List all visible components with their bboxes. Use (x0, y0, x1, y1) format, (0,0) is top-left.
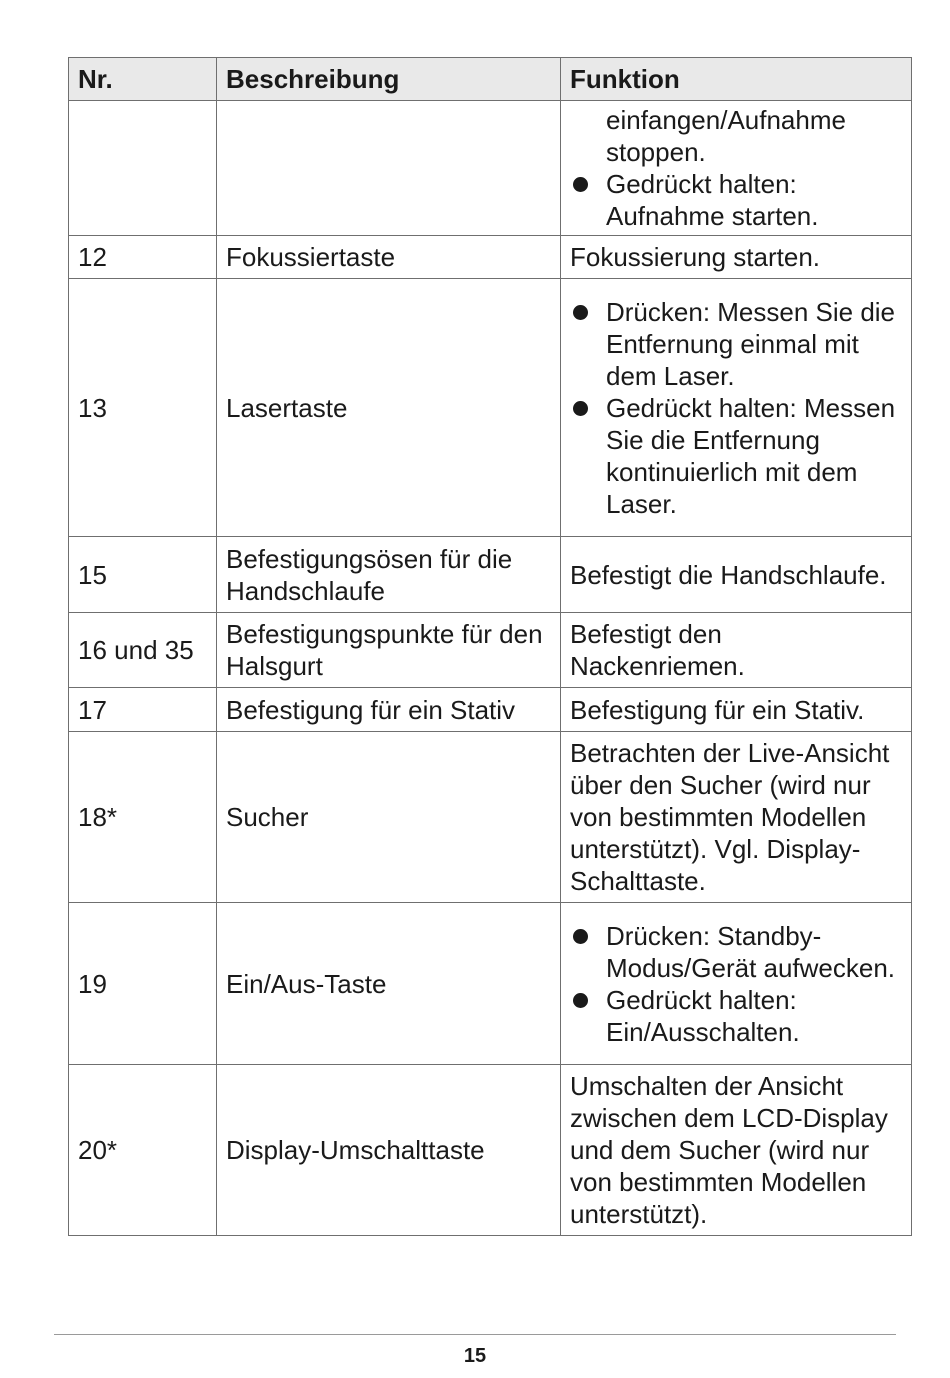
cell-desc: Befestigungsösen für die Handschlaufe (217, 537, 561, 613)
cell-nr: 12 (69, 236, 217, 279)
cell-func: Befestigung für ein Stativ. (561, 688, 912, 732)
list-item (570, 392, 902, 520)
function-table (68, 57, 912, 1236)
table-row (69, 537, 912, 613)
cell-desc: Display-Umschalttaste (217, 1065, 561, 1236)
bullet-continuation: einfangen/Aufnahme stoppen. (606, 105, 846, 167)
cell-desc (217, 101, 561, 236)
cell-desc: Befestigung für ein Stativ (217, 688, 561, 732)
list-item (570, 168, 902, 232)
bullet-text: Gedrückt halten: Ein/Ausschalten. (606, 984, 800, 1047)
list-item (570, 296, 902, 392)
table-row (69, 903, 912, 1065)
header-funktion: Funktion (561, 58, 912, 101)
cell-nr: 17 (69, 688, 217, 732)
cell-nr: 15 (69, 537, 217, 613)
cell-desc: Befestigungspunkte für den Halsgurt (217, 613, 561, 688)
cell-func: Befestigt die Handschlaufe. (561, 537, 912, 613)
table-row (69, 101, 912, 236)
bullet-text: Drücken: Standby-Modus/Gerät aufwecken. (606, 920, 896, 983)
page-number: 15 (463, 1345, 487, 1367)
list-item (570, 984, 902, 1048)
table-header-row (69, 58, 912, 101)
bullet-text: Drücken: Messen Sie die Entfernung einmal mit dem Laser. (606, 296, 896, 391)
cell-func: Umschalten der Ansicht zwischen dem LCD-Display und dem Sucher (wird nur von bestimmten Modellen unterstützt). (561, 1065, 912, 1236)
table-row (69, 688, 912, 732)
cell-func (561, 101, 912, 236)
cell-func: Betrachten der Live-Ansicht über den Sucher (wird nur von bestimmten Modellen unterstützt). Vgl. Display-Schalttaste. (561, 732, 912, 903)
table-row (69, 613, 912, 688)
cell-desc: Fokussiertaste (217, 236, 561, 279)
cell-nr: 16 und 35 (69, 613, 217, 688)
table-row (69, 732, 912, 903)
cell-desc: Lasertaste (217, 279, 561, 537)
bullet-dot-icon (573, 993, 588, 1008)
cell-nr: 18* (69, 732, 217, 903)
cell-func: Befestigt den Nackenriemen. (561, 613, 912, 688)
cell-nr (69, 101, 217, 236)
bullet-text: Gedrückt halten: Messen Sie die Entfernung kontinuierlich mit dem Laser. (606, 392, 896, 519)
bullet-text: Gedrückt halten: Aufnahme starten. (606, 169, 819, 231)
bullet-dot-icon (573, 305, 588, 320)
footer-divider (54, 1334, 896, 1335)
cell-desc: Sucher (217, 732, 561, 903)
cell-func: Fokussierung starten. (561, 236, 912, 279)
table-row (69, 236, 912, 279)
header-nr: Nr. (69, 58, 217, 101)
header-beschreibung: Beschreibung (217, 58, 561, 101)
cell-nr: 13 (69, 279, 217, 537)
bullet-dot-icon (573, 177, 588, 192)
table-row (69, 279, 912, 537)
bullet-dot-icon (573, 929, 588, 944)
list-item (570, 920, 902, 984)
bullet-dot-icon (573, 401, 588, 416)
cell-nr: 20* (69, 1065, 217, 1236)
cell-nr: 19 (69, 903, 217, 1065)
cell-desc: Ein/Aus-Taste (217, 903, 561, 1065)
cell-func (561, 279, 912, 537)
cell-func (561, 903, 912, 1065)
table-row (69, 1065, 912, 1236)
